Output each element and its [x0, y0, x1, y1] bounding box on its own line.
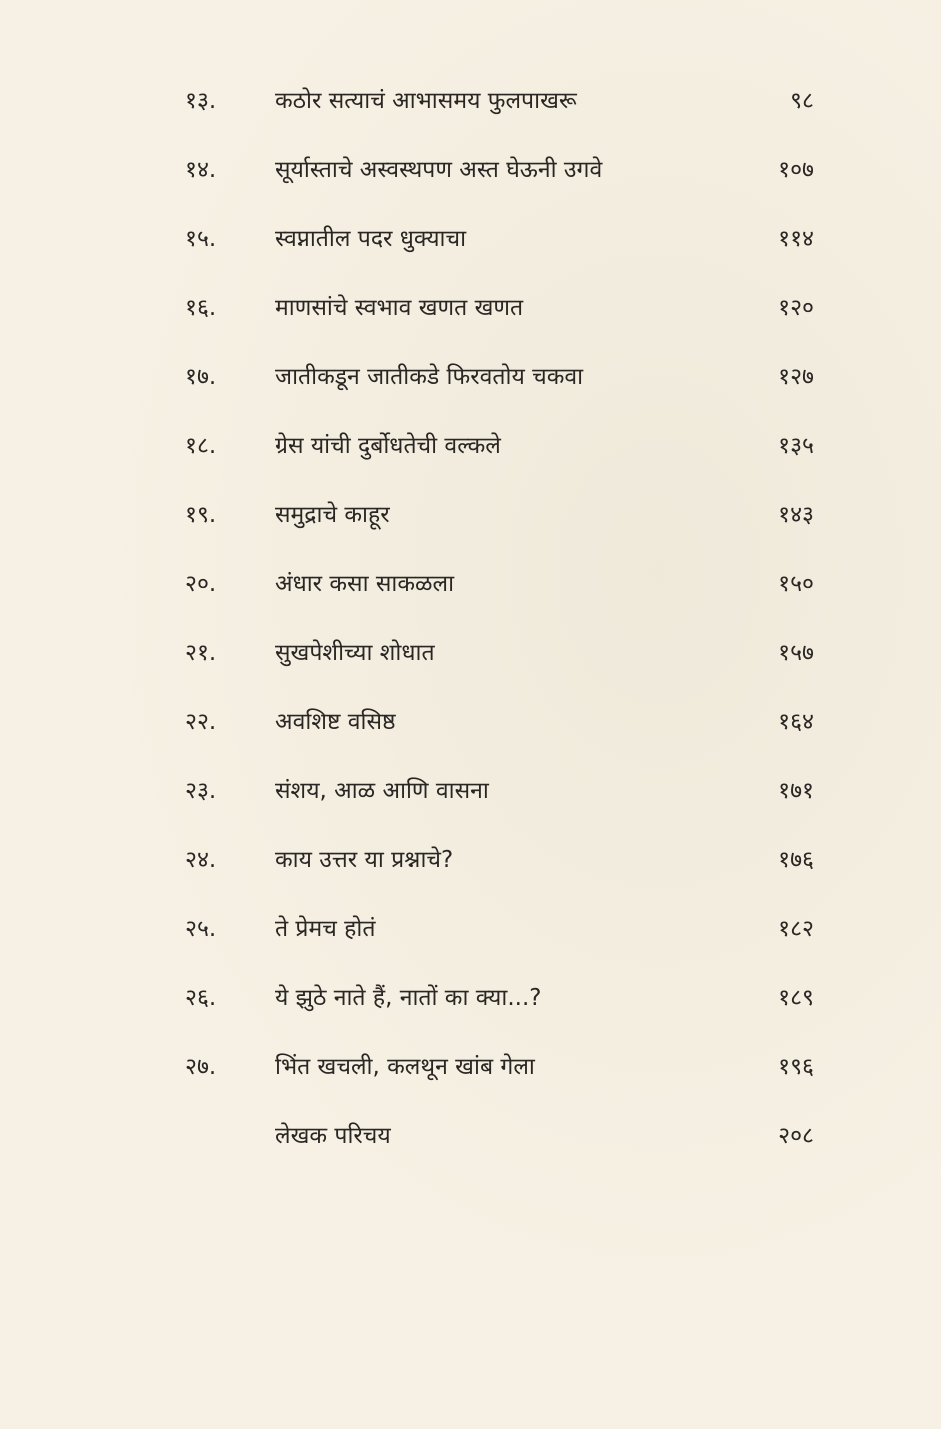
- toc-entry-title: जातीकडून जातीकडे फिरवतोय चकवा: [275, 364, 584, 390]
- toc-entry-number: १७.: [185, 364, 217, 390]
- table-of-contents: [0, 66, 941, 1170]
- toc-entry-page: १३५: [778, 433, 814, 459]
- toc-entry-page: १२०: [778, 295, 814, 321]
- toc-entry-23: [0, 756, 941, 825]
- toc-entry-page: ९८: [790, 88, 814, 114]
- toc-entry-18: [0, 411, 941, 480]
- toc-entry-author-profile: [0, 1101, 941, 1170]
- toc-entry-page: २०८: [778, 1123, 814, 1149]
- toc-entry-page: १८२: [778, 916, 814, 942]
- toc-entry-21: [0, 618, 941, 687]
- toc-entry-title: ग्रेस यांची दुर्बोधतेची वल्कले: [275, 433, 501, 459]
- toc-entry-page: १०७: [778, 157, 814, 183]
- toc-entry-number: २५.: [185, 916, 217, 942]
- toc-entry-17: [0, 342, 941, 411]
- toc-entry-title: सुखपेशीच्या शोधात: [275, 640, 435, 666]
- toc-entry-13: [0, 66, 941, 135]
- toc-entry-title: समुद्राचे काहूर: [275, 502, 390, 528]
- toc-entry-page: १९६: [778, 1054, 814, 1080]
- toc-entry-page: १७१: [778, 778, 814, 804]
- toc-entry-page: १५०: [778, 571, 814, 597]
- toc-entry-number: १४.: [185, 157, 217, 183]
- toc-entry-19: [0, 480, 941, 549]
- toc-entry-20: [0, 549, 941, 618]
- toc-entry-title: माणसांचे स्वभाव खणत खणत: [275, 295, 524, 321]
- toc-entry-page: १७६: [778, 847, 814, 873]
- toc-entry-24: [0, 825, 941, 894]
- toc-entry-title: अवशिष्ट वसिष्ठ: [275, 709, 396, 735]
- toc-entry-14: [0, 135, 941, 204]
- toc-entry-number: २०.: [185, 571, 217, 597]
- toc-entry-title: अंधार कसा साकळला: [275, 571, 455, 597]
- toc-entry-title: लेखक परिचय: [275, 1123, 391, 1149]
- toc-entry-title: ये झुठे नाते हैं, नातों का क्या...?: [275, 985, 542, 1011]
- toc-entry-title: काय उत्तर या प्रश्नाचे?: [275, 847, 454, 873]
- toc-entry-number: १६.: [185, 295, 217, 321]
- toc-entry-number: १९.: [185, 502, 217, 528]
- toc-entry-number: १५.: [185, 226, 217, 252]
- toc-entry-page: १२७: [778, 364, 814, 390]
- toc-entry-number: १३.: [185, 88, 217, 114]
- toc-entry-page: १८९: [778, 985, 814, 1011]
- toc-entry-title: कठोर सत्याचं आभासमय फुलपाखरू: [275, 88, 577, 114]
- toc-entry-title: सूर्यास्ताचे अस्वस्थपण अस्त घेऊनी उगवे: [275, 157, 603, 183]
- toc-entry-title: भिंत खचली, कलथून खांब गेला: [275, 1054, 535, 1080]
- toc-entry-number: २२.: [185, 709, 217, 735]
- toc-entry-15: [0, 204, 941, 273]
- toc-entry-page: ११४: [778, 226, 814, 252]
- toc-entry-number: २१.: [185, 640, 217, 666]
- toc-entry-number: २४.: [185, 847, 217, 873]
- toc-entry-title: ते प्रेमच होतं: [275, 916, 376, 942]
- toc-entry-26: [0, 963, 941, 1032]
- toc-entry-title: संशय, आळ आणि वासना: [275, 778, 489, 804]
- toc-entry-number: २७.: [185, 1054, 217, 1080]
- toc-entry-number: १८.: [185, 433, 217, 459]
- toc-entry-number: २३.: [185, 778, 217, 804]
- toc-entry-22: [0, 687, 941, 756]
- toc-entry-page: १५७: [778, 640, 814, 666]
- toc-entry-25: [0, 894, 941, 963]
- toc-entry-page: १४३: [778, 502, 814, 528]
- toc-entry-27: [0, 1032, 941, 1101]
- toc-entry-title: स्वप्नातील पदर धुक्याचा: [275, 226, 467, 252]
- toc-entry-page: १६४: [778, 709, 814, 735]
- toc-entry-number: २६.: [185, 985, 217, 1011]
- toc-entry-16: [0, 273, 941, 342]
